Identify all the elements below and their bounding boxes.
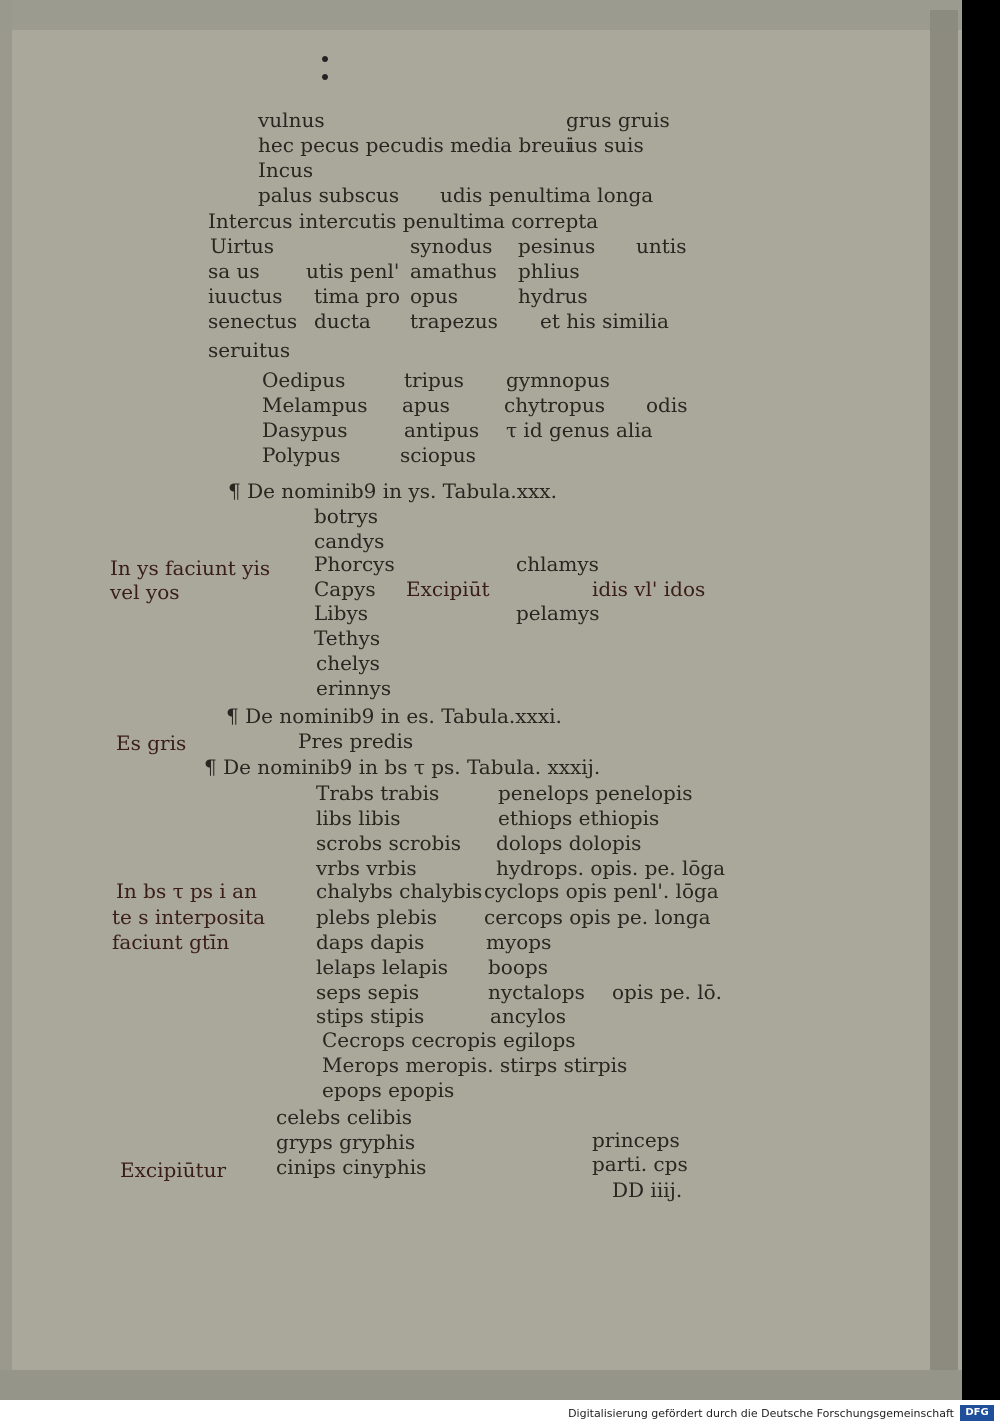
text-line: chlamys [516, 552, 599, 576]
text-line: chelys [316, 651, 380, 675]
text-line: scrobs scrobis [316, 831, 462, 855]
footer-credit: Digitalisierung gefördert durch die Deutsche Forschungsgemeinschaft [568, 1407, 954, 1420]
text-line: tima pro [314, 284, 401, 308]
page-edge-top [0, 0, 962, 30]
text-line: Libys [314, 601, 369, 625]
text-line: hydrus [518, 284, 588, 308]
text-line: Es gris [116, 731, 187, 755]
text-line: synodus [410, 234, 493, 258]
text-line: Oedipus [262, 368, 346, 392]
text-line: ethiops ethiopis [498, 806, 660, 830]
text-line: gymnopus [506, 368, 610, 392]
text-line: hec pecus pecudis media breui [258, 133, 572, 157]
text-line: pesinus [518, 234, 596, 258]
text-line: phlius [518, 259, 580, 283]
text-line: Pres predis [298, 729, 414, 753]
text-line: trapezus [410, 309, 498, 333]
text-line: vel yos [110, 580, 180, 604]
page-edge-bottom [0, 1370, 962, 1400]
text-line: stips stipis [316, 1004, 425, 1028]
text-line: vrbs vrbis [316, 856, 417, 880]
text-line: Phorcys [314, 552, 395, 576]
text-line: grus gruis [566, 108, 670, 132]
text-line: chytropus [504, 393, 605, 417]
text-line: opis pe. lō. [612, 980, 723, 1004]
text-line: tripus [404, 368, 464, 392]
text-line: et his similia [540, 309, 669, 333]
text-line: Excipiūt [406, 577, 490, 601]
dfg-logo: DFG [960, 1405, 994, 1421]
text-line: myops [486, 930, 552, 954]
text-line: penelops penelopis [498, 781, 693, 805]
text-line: Excipiūtur [120, 1158, 227, 1182]
text-line: Melampus [262, 393, 368, 417]
text-line: amathus [410, 259, 497, 283]
text-line: lelaps lelapis [316, 955, 448, 979]
text-line: antipus [404, 418, 480, 442]
text-line: Capys [314, 577, 376, 601]
text-line: Trabs trabis [316, 781, 440, 805]
text-line: ius suis [568, 133, 644, 157]
text-line: seps sepis [316, 980, 420, 1004]
text-line: botrys [314, 504, 379, 528]
text-line: DD iiij. [612, 1178, 683, 1202]
text-line: Polypus [262, 443, 341, 467]
text-line: sa us [208, 259, 260, 283]
text-line: untis [636, 234, 687, 258]
text-line: ancylos [490, 1004, 567, 1028]
text-line: nyctalops [488, 980, 585, 1004]
digitization-footer [0, 1400, 1000, 1427]
text-line: cercops opis pe. longa [484, 905, 711, 929]
text-line: cyclops opis penl'. lōga [484, 879, 719, 903]
text-line: Tethys [314, 626, 381, 650]
text-line: idis vl' idos [592, 577, 706, 601]
text-line: Intercus intercutis penultima correpta [208, 209, 599, 233]
text-line: Dasypus [262, 418, 348, 442]
text-line: ¶ De nominib9 in ys. Tabula.xxx. [228, 479, 557, 503]
text-line: Merops meropis. stirps stirpis [322, 1053, 628, 1077]
ink-dot [322, 56, 328, 62]
text-line: udis penultima longa [440, 183, 654, 207]
text-line: daps dapis [316, 930, 425, 954]
text-line: sciopus [400, 443, 476, 467]
text-line: ducta [314, 309, 371, 333]
text-line: gryps gryphis [276, 1130, 416, 1154]
ink-dot [322, 74, 328, 80]
text-line: iuuctus [208, 284, 283, 308]
text-line: chalybs chalybis [316, 879, 483, 903]
text-line: cinips cinyphis [276, 1155, 427, 1179]
text-line: candys [314, 529, 385, 553]
page-edge-left [0, 0, 12, 1400]
text-line: libs libis [316, 806, 401, 830]
text-line: parti. cps [592, 1152, 688, 1176]
text-line: τ id genus alia [506, 418, 653, 442]
text-line: vulnus [258, 108, 325, 132]
text-line: te s interposita [112, 905, 266, 929]
text-line: opus [410, 284, 458, 308]
text-line: pelamys [516, 601, 600, 625]
text-line: faciunt gtīn [112, 930, 230, 954]
text-line: Cecrops cecropis egilops [322, 1028, 576, 1052]
page-edge-right [930, 10, 958, 1395]
text-line: erinnys [316, 676, 392, 700]
text-line: celebs celibis [276, 1105, 412, 1129]
text-line: ¶ De nominib9 in bs τ ps. Tabula. xxxij. [204, 755, 601, 779]
text-line: plebs plebis [316, 905, 437, 929]
text-line: apus [402, 393, 450, 417]
text-line: Uirtus [210, 234, 274, 258]
text-line: odis [646, 393, 688, 417]
text-line: In ys faciunt yis [110, 556, 271, 580]
text-line: Incus [258, 158, 314, 182]
text-line: palus subscus [258, 183, 400, 207]
text-line: princeps [592, 1128, 680, 1152]
text-line: epops epopis [322, 1078, 455, 1102]
text-line: dolops dolopis [496, 831, 642, 855]
text-line: utis penl' [306, 259, 400, 283]
text-line: ¶ De nominib9 in es. Tabula.xxxi. [226, 704, 562, 728]
text-line: seruitus [208, 338, 291, 362]
text-line: senectus [208, 309, 298, 333]
text-line: In bs τ ps i an [116, 879, 257, 903]
text-line: boops [488, 955, 548, 979]
text-line: hydrops. opis. pe. lōga [496, 856, 726, 880]
